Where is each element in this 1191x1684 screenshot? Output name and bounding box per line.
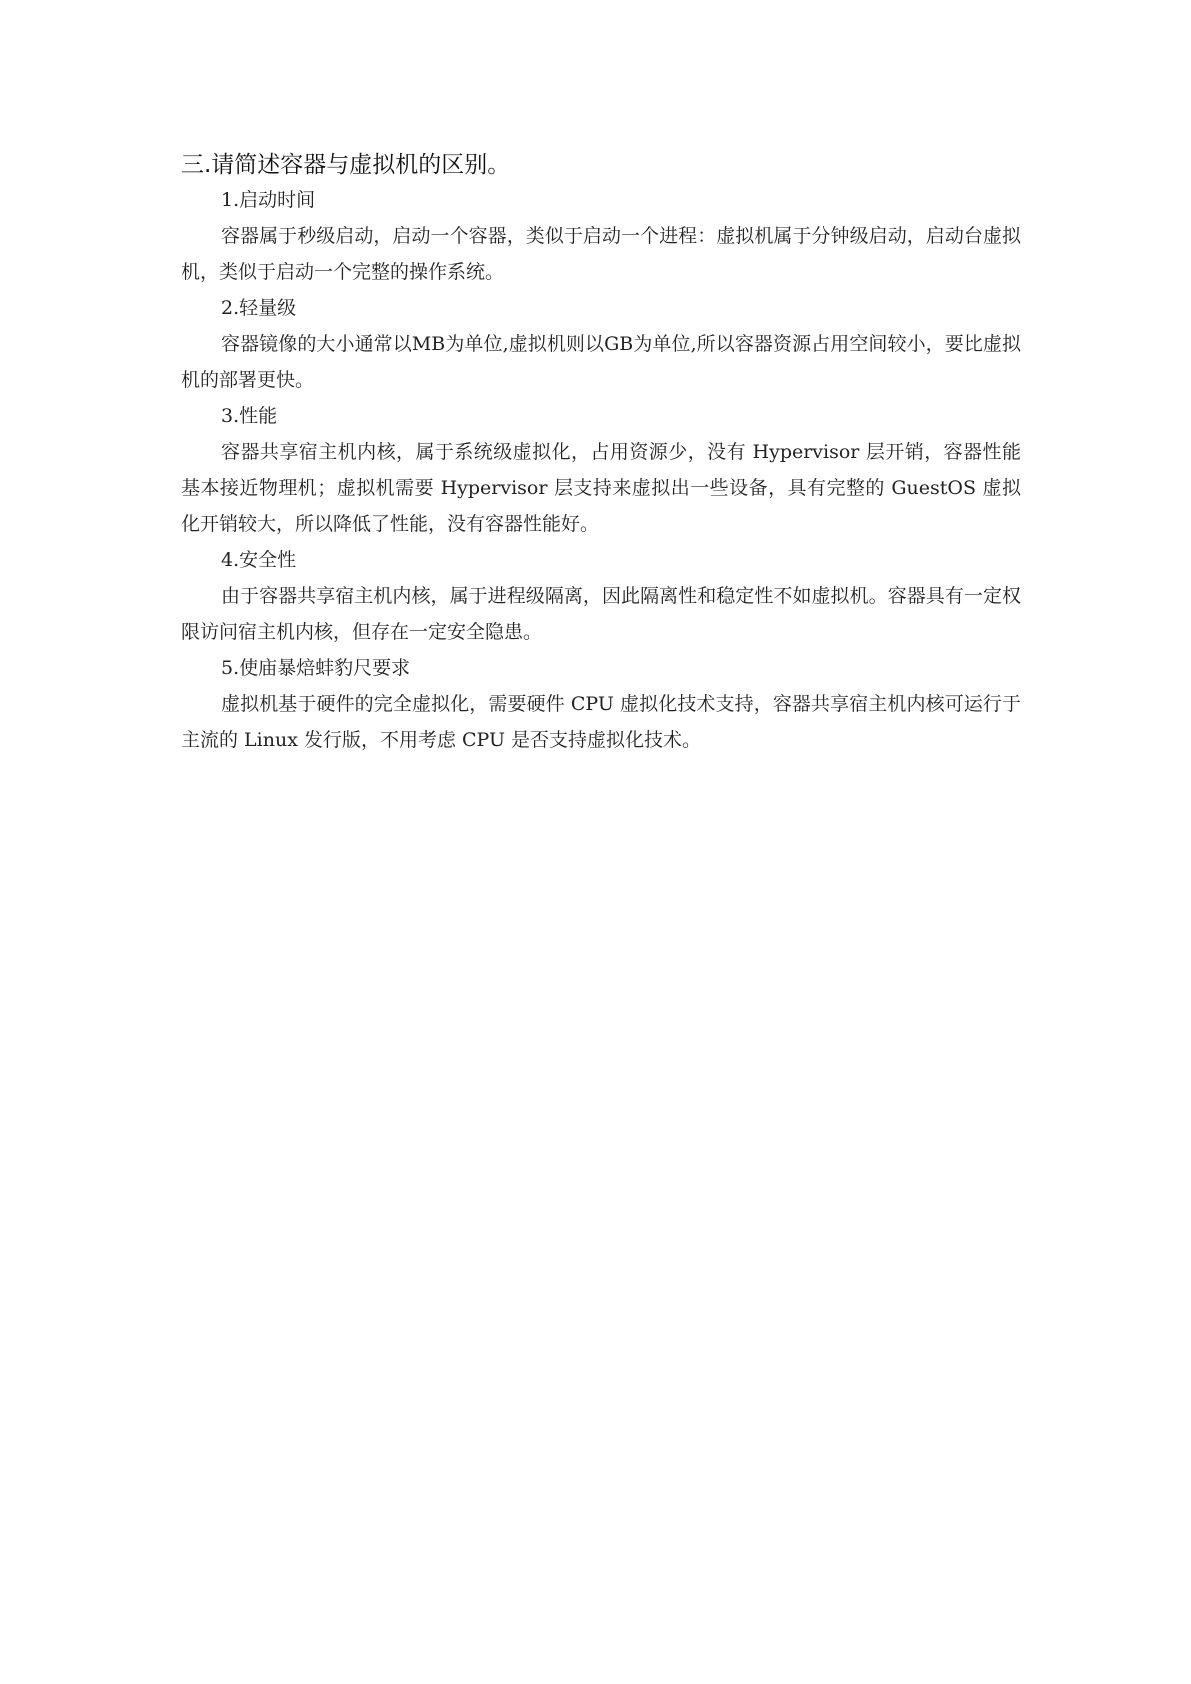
section-body: 虚拟机基于硬件的完全虚拟化，需要硬件 CPU 虚拟化技术支持，容器共享宿主机内核可运行于主流的 Linux 发行版，不用考虑 CPU 是否支持虚拟化技术。 [181, 693, 1021, 751]
section-startup-time [181, 182, 1021, 290]
section-heading: 1.启动时间 [221, 189, 316, 211]
section-heading: 3.性能 [221, 405, 278, 427]
section-heading: 4.安全性 [221, 549, 297, 571]
document-page [181, 150, 1021, 758]
section-body: 由于容器共享宿主机内核，属于进程级隔离，因此隔离性和稳定性不如虚拟机。容器具有一定权限访问宿主机内核，但存在一定安全隐患。 [181, 585, 1021, 643]
section-body: 容器属于秒级启动，启动一个容器，类似于启动一个进程：虚拟机属于分钟级启动，启动台虚拟机，类似于启动一个完整的操作系统。 [181, 225, 1021, 283]
document-title: 三.请简述容器与虚拟机的区别。 [181, 152, 511, 178]
section-requirements [181, 650, 1021, 758]
section-security [181, 542, 1021, 650]
section-body: 容器镜像的大小通常以MB为单位,虚拟机则以GB为单位,所以容器资源占用空间较小，要比虚拟机的部署更快。 [181, 333, 1021, 391]
section-heading: 2.轻量级 [221, 297, 297, 319]
section-performance [181, 398, 1021, 542]
section-body: 容器共享宿主机内核，属于系统级虚拟化，占用资源少，没有 Hypervisor 层开销，容器性能基本接近物理机；虚拟机需要 Hypervisor 层支持来虚拟出一些设备，具有完整的 GuestOS 虚拟化开销较大，所以降低了性能，没有容器性能好。 [181, 441, 1021, 535]
section-lightweight [181, 290, 1021, 398]
section-heading: 5.使庙暴焙蚌豹尺要求 [221, 657, 411, 679]
